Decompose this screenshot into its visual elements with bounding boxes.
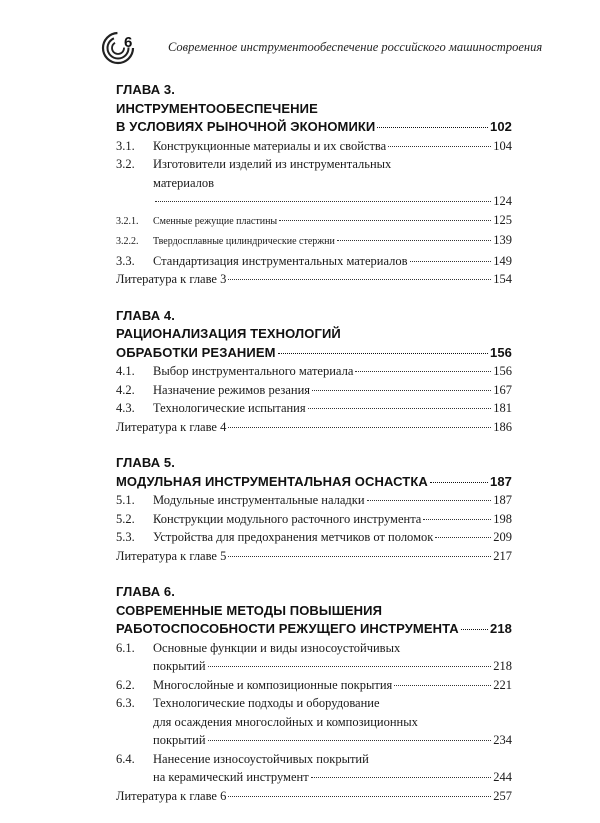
toc-entry[interactable] bbox=[116, 768, 512, 787]
publisher-logo-icon bbox=[100, 28, 140, 68]
section-title: Конструкции модульного расточного инструмента bbox=[153, 511, 422, 526]
page-number: 6 bbox=[124, 34, 133, 51]
section-number: 3.3. bbox=[116, 253, 135, 268]
section-number: 6.1. bbox=[116, 640, 135, 655]
literature-entry[interactable] bbox=[116, 787, 512, 806]
page-ref: 244 bbox=[493, 770, 512, 784]
section-number: 6.4. bbox=[116, 751, 135, 766]
dot-leader bbox=[377, 126, 488, 128]
toc-entry[interactable] bbox=[116, 231, 512, 252]
toc-entry[interactable] bbox=[116, 362, 512, 381]
section-number: 6.3. bbox=[116, 696, 135, 710]
dot-leader bbox=[308, 407, 492, 409]
chapter-title-text: МОДУЛЬНАЯ ИНСТРУМЕНТАЛЬНАЯ ОСНАСТКА bbox=[116, 473, 428, 489]
toc-entry[interactable] bbox=[116, 731, 512, 750]
page-header bbox=[100, 28, 543, 68]
page-ref: 234 bbox=[493, 733, 512, 747]
page-ref: 154 bbox=[493, 272, 512, 286]
chapter-label: ГЛАВА 4. bbox=[116, 307, 175, 323]
dot-leader bbox=[367, 499, 492, 501]
section-title: Сменные режущие пластины bbox=[153, 215, 278, 227]
page-ref: 104 bbox=[493, 138, 512, 153]
section-title: Технологические подходы и оборудование bbox=[153, 696, 380, 710]
chapter-block bbox=[116, 454, 512, 565]
section-title: Технологические испытания bbox=[153, 401, 306, 415]
section-number: 6.2. bbox=[116, 677, 135, 692]
section-title: Литература к главе 6 bbox=[116, 788, 227, 803]
section-title-continued: покрытий bbox=[153, 659, 206, 673]
section-title: Твердосплавные цилиндрические стержни bbox=[153, 236, 335, 247]
dot-leader bbox=[423, 518, 491, 520]
toc-entry-line bbox=[116, 750, 512, 769]
page-ref: 181 bbox=[493, 401, 512, 415]
chapter-title-text: В УСЛОВИЯХ РЫНОЧНОЙ ЭКОНОМИКИ bbox=[116, 119, 376, 134]
toc-entry[interactable] bbox=[116, 657, 512, 676]
dot-leader bbox=[208, 665, 492, 667]
toc-entry[interactable] bbox=[116, 510, 512, 529]
dot-leader bbox=[394, 684, 491, 686]
section-title: Литература к главе 4 bbox=[116, 419, 227, 434]
section-title-continued: на керамический инструмент bbox=[153, 770, 309, 784]
section-title: Многослойные и композиционные покрытия bbox=[153, 677, 393, 692]
dot-leader bbox=[430, 481, 488, 483]
dot-leader bbox=[279, 219, 491, 221]
page-ref: 218 bbox=[490, 621, 512, 636]
dot-leader bbox=[312, 389, 491, 391]
literature-entry[interactable] bbox=[116, 270, 512, 289]
page-ref: 257 bbox=[493, 788, 512, 803]
section-title: Выбор инструментального материала bbox=[153, 364, 354, 378]
section-title: Устройства для предохранения метчиков от поломок bbox=[153, 530, 434, 544]
dot-leader bbox=[228, 555, 491, 557]
chapter-label: ГЛАВА 5. bbox=[116, 455, 175, 470]
page-ref: 198 bbox=[493, 511, 512, 526]
dot-leader bbox=[337, 239, 491, 241]
dot-leader bbox=[410, 260, 492, 262]
section-title: Стандартизация инструментальных материалов bbox=[153, 253, 408, 268]
literature-entry[interactable] bbox=[116, 418, 512, 437]
chapter-title-text: ОБРАБОТКИ РЕЗАНИЕМ bbox=[116, 344, 276, 360]
page-ref: 218 bbox=[493, 659, 512, 673]
toc-entry[interactable] bbox=[116, 381, 512, 400]
literature-entry[interactable] bbox=[116, 547, 512, 566]
section-title: Литература к главе 5 bbox=[116, 548, 227, 563]
page-ref: 221 bbox=[493, 677, 512, 692]
section-title: Основные функции и виды износоустойчивых bbox=[153, 640, 401, 655]
section-title-continued: материалов bbox=[153, 175, 215, 190]
page-ref: 187 bbox=[490, 473, 512, 489]
page-ref: 124 bbox=[493, 194, 512, 208]
page-ref: 125 bbox=[493, 212, 512, 227]
dot-leader bbox=[435, 536, 491, 538]
page-ref: 217 bbox=[493, 548, 512, 563]
table-of-contents bbox=[116, 81, 512, 823]
dot-leader bbox=[278, 352, 488, 354]
section-number: 4.2. bbox=[116, 382, 135, 397]
toc-entry[interactable] bbox=[116, 137, 512, 156]
chapter-title-entry[interactable] bbox=[116, 620, 512, 639]
toc-entry[interactable] bbox=[116, 252, 512, 271]
section-number: 3.1. bbox=[116, 138, 135, 153]
chapter-title-entry[interactable] bbox=[116, 344, 512, 363]
dot-leader bbox=[388, 145, 491, 147]
dot-leader bbox=[208, 739, 492, 741]
page-ref: 149 bbox=[493, 253, 512, 268]
toc-entry[interactable] bbox=[116, 676, 512, 695]
toc-entry[interactable] bbox=[116, 399, 512, 418]
toc-entry[interactable] bbox=[116, 211, 512, 232]
section-number: 5.1. bbox=[116, 493, 135, 507]
chapter-label: ГЛАВА 6. bbox=[116, 584, 175, 599]
chapter-title-line: СОВРЕМЕННЫЕ МЕТОДЫ ПОВЫШЕНИЯ bbox=[116, 602, 383, 618]
section-title-continued: покрытий bbox=[153, 733, 206, 747]
page-ref: 156 bbox=[490, 344, 512, 360]
chapter-title-entry[interactable] bbox=[116, 118, 512, 137]
page-ref: 167 bbox=[493, 382, 512, 397]
dot-leader bbox=[228, 278, 491, 280]
toc-entry-line bbox=[116, 639, 512, 658]
section-title: Литература к главе 3 bbox=[116, 272, 227, 286]
section-title: Модульные инструментальные наладки bbox=[153, 493, 365, 507]
section-title: Конструкционные материалы и их свойства bbox=[153, 138, 387, 153]
section-number: 5.2. bbox=[116, 511, 135, 526]
chapter-title-line: ИНСТРУМЕНТООБЕСПЕЧЕНИЕ bbox=[116, 100, 318, 116]
section-title: Назначение режимов резания bbox=[153, 382, 311, 397]
section-number: 3.2.1. bbox=[116, 215, 139, 227]
chapter-title-line: РАЦИОНАЛИЗАЦИЯ ТЕХНОЛОГИЙ bbox=[116, 326, 341, 341]
dot-leader bbox=[355, 370, 491, 372]
chapter-block bbox=[116, 307, 512, 437]
section-title: Изготовители изделий из инструментальных bbox=[153, 157, 392, 171]
dot-leader bbox=[155, 200, 491, 202]
dot-leader bbox=[311, 776, 492, 778]
chapter-block bbox=[116, 81, 512, 289]
toc-entry[interactable] bbox=[116, 192, 512, 211]
section-number: 4.3. bbox=[116, 401, 135, 415]
section-number: 4.1. bbox=[116, 364, 135, 378]
page-ref: 187 bbox=[493, 493, 512, 507]
page-ref: 156 bbox=[493, 364, 512, 378]
chapter-title-entry[interactable] bbox=[116, 473, 512, 492]
section-number: 5.3. bbox=[116, 530, 135, 544]
toc-entry[interactable] bbox=[116, 528, 512, 547]
running-title: Современное инструментообеспечение российского машиностроения bbox=[168, 40, 543, 54]
chapter-block bbox=[116, 583, 512, 805]
section-number: 3.2.2. bbox=[116, 236, 139, 247]
dot-leader bbox=[228, 795, 491, 797]
section-number: 3.2. bbox=[116, 157, 135, 171]
toc-entry-line bbox=[116, 694, 512, 713]
chapter-title-text: РАБОТОСПОСОБНОСТИ РЕЖУЩЕГО ИНСТРУМЕНТА bbox=[116, 621, 459, 636]
page-ref: 186 bbox=[493, 419, 512, 434]
page-ref: 209 bbox=[493, 530, 512, 544]
toc-entry[interactable] bbox=[116, 491, 512, 510]
page-ref: 139 bbox=[493, 233, 512, 247]
section-title-continued: для осаждения многослойных и композиционных bbox=[153, 714, 418, 729]
page-ref: 102 bbox=[490, 119, 512, 134]
toc-entry-line bbox=[116, 155, 512, 174]
chapter-label: ГЛАВА 3. bbox=[116, 82, 175, 97]
dot-leader bbox=[228, 426, 491, 428]
dot-leader bbox=[461, 628, 488, 630]
section-title: Нанесение износоустойчивых покрытий bbox=[153, 751, 369, 766]
